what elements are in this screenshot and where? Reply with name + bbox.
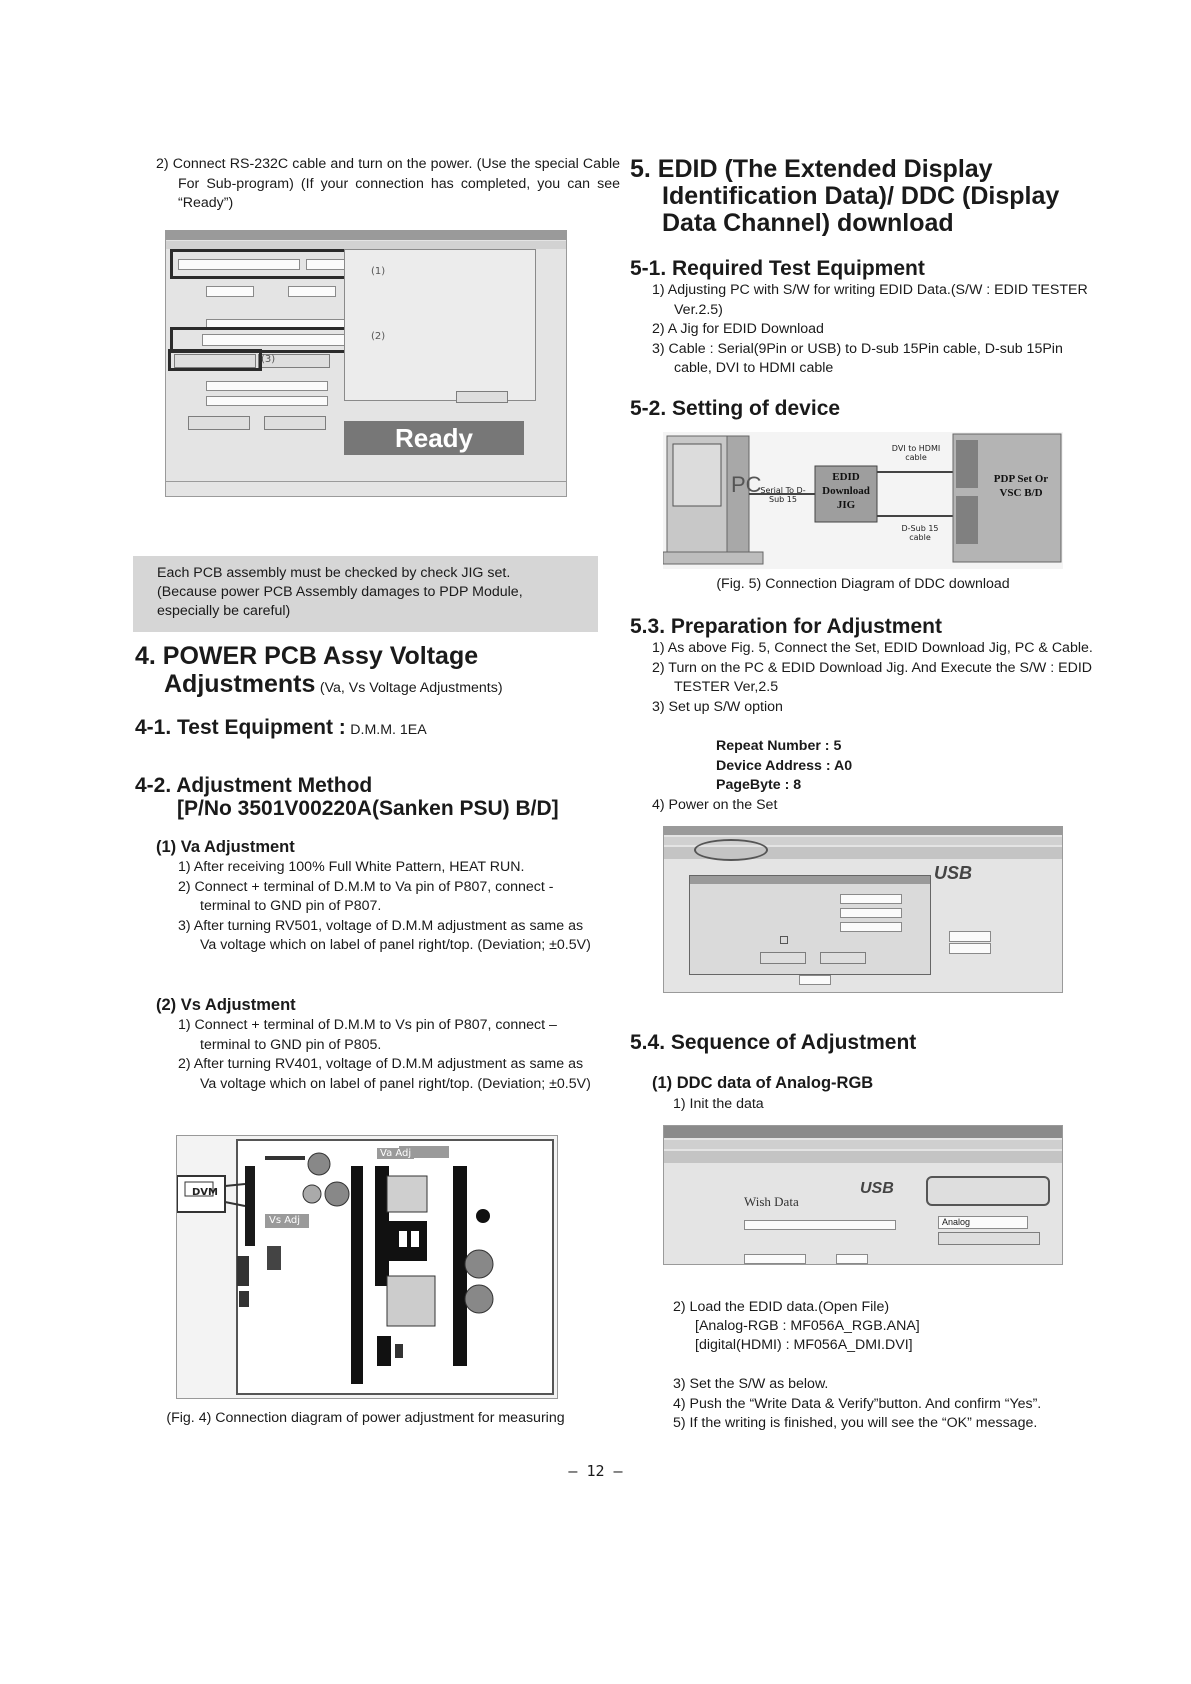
option-repeat-number: Repeat Number : 5 [716,738,842,754]
title-bar [664,1126,1062,1138]
init-data-screenshot [663,1125,1063,1265]
serial-cable-label: Serial To D-Sub 15 [760,486,806,504]
pcb-drawing [177,1136,557,1398]
fig-4-caption: (Fig. 4) Connection diagram of power adjustment for measuring [166,1410,565,1426]
equipment-item-1: 1) Adjusting PC with S/W for writing EDID Data.(S/W : EDID TESTER Ver.2.5) [652,282,1088,318]
device-address-field[interactable] [840,908,902,918]
section-5-1-list [652,281,1100,379]
year-field [836,1254,868,1264]
section-5-1-title: 5-1. Required Test Equipment [630,257,925,280]
section-5-3-list [652,639,1100,717]
dvm-label: DVM [192,1187,218,1198]
pdp-set-label: PDP Set Or VSC B/D [993,473,1049,499]
write-data-label: Wish Data [744,1194,799,1209]
edid-jig-label: EDID Download JIG [822,471,870,511]
title-bar [166,231,566,240]
page-byte-field[interactable] [840,922,902,932]
vs-step-1: 1) Connect + terminal of D.M.M to Vs pin of P807, connect – terminal to GND pin of P805. [178,1017,557,1053]
option-field [288,286,336,297]
analog-select[interactable] [938,1216,1028,1229]
stop-button[interactable] [264,416,326,430]
option-field [206,286,254,297]
power-pcb-photo [176,1135,558,1399]
prep-step-3: 3) Set up S/W option [652,698,783,715]
va-step-1: 1) After receiving 100% Full White Pattern, HEAT RUN. [178,859,525,875]
edid-version-field [799,975,831,985]
menu-bar [166,241,566,249]
va-step-2: 2) Connect + terminal of D.M.M to Va pin of P807, connect - terminal to GND pin of P807. [178,878,554,914]
va-adj-label: Va Adj [377,1148,414,1159]
section-4-title-adjustments: Adjustments [164,670,316,698]
section-5-4-title: 5.4. Sequence of Adjustment [630,1031,917,1054]
option-page-byte: PageByte : 8 [716,777,802,793]
callout-label-3: (3) [261,354,276,365]
prep-step-1: 1) As above Fig. 5, Connect the Set, EDID Download Jig, PC & Cable. [652,640,1093,656]
section-4-1-heading: 4-1. Test Equipment : [135,716,346,739]
va-step-3: 3) After turning RV501, voltage of D.M.M adjustment as same as Va voltage which on label of panel right/top. (Deviation; ±0.5V) [178,917,591,953]
ddc-analog-rgb-title: (1) DDC data of Analog-RGB [652,1074,874,1092]
setup-dialog [689,875,931,975]
section-5-title [630,156,1100,237]
dialog-title-bar [690,876,930,884]
start-button[interactable] [188,416,250,430]
sw-option-screenshot [663,826,1063,993]
dialog-cancel-button[interactable] [820,952,866,964]
ddc-steps-rest [673,1375,1113,1434]
option-device-address: Device Address : A0 [716,757,853,774]
write-verify-checkbox[interactable] [780,936,788,944]
vs-adj-label: Vs Adj [269,1215,301,1226]
ddc-file-digital: [digital(HDMI) : MF056A_DMI.DVI] [695,1337,913,1353]
init-button[interactable] [926,1176,1050,1206]
note-line-1: Each PCB assembly must be checked by check JIG set. [157,565,511,581]
step-2-connect-rs232c: 2) Connect RS-232C cable and turn on the power. (Use the special Cable For Sub-program) (If your connection has completed, you can see “Ready”) [156,156,620,211]
section-4-1-title [135,716,427,740]
dsub-cable-label: D-Sub 15 cable [901,524,939,542]
callout-label-1: (1) [371,266,386,277]
va-adjustment-title: (1) Va Adjustment [156,838,295,856]
ddc-step-1: 1) Init the data [673,1096,764,1112]
status-field [949,931,991,942]
callout-box-1 [170,249,360,279]
get-default-data-button[interactable] [938,1232,1040,1245]
ready-screenshot [165,230,567,497]
section-4-1-value: D.M.M. 1EA [350,722,427,738]
vs-step-2: 2) After turning RV401, voltage of D.M.M adjustment as same as Va voltage which on label of panel right/top. (Deviation; ±0.5V) [178,1056,591,1092]
vs-adjustment-list [178,1016,602,1094]
ddc-step-4: 4) Push the “Write Data & Verify”button. And confirm “Yes”. [673,1395,1042,1412]
va-adjustment-list [178,858,602,956]
status-field [949,943,991,954]
ddc-file-analog: [Analog-RGB : MF056A_RGB.ANA] [695,1318,920,1334]
sw-options [716,737,852,796]
model-bar [664,1151,1062,1163]
ddc-step-3: 3) Set the S/W as below. [673,1376,829,1392]
menu-bar [664,1140,1062,1149]
section-4-title-line-1: 4. POWER PCB Assy Voltage [135,642,479,670]
equipment-item-2: 2) A Jig for EDID Download [652,321,824,337]
callout-box-3 [168,349,262,371]
pcb-check-note [133,556,598,632]
section-5-title-line-1: 5. EDID (The Extended Display [630,155,993,183]
usb-logo: USB [934,863,973,883]
section-5-3-title: 5.3. Preparation for Adjustment [630,615,942,638]
section-4-2-title-line-2: [P/No 3501V00220A(Sanken PSU) B/D] [177,797,559,820]
header-field [744,1220,896,1230]
option-menu-highlight [694,839,768,861]
dvi-hdmi-cable-label: DVI to HDMI cable [891,444,941,462]
ddc-step-5: 5) If the writing is finished, you will see the “OK” message. [673,1415,1038,1431]
section-5-2-title: 5-2. Setting of device [630,397,841,420]
ready-status-panel [344,421,524,455]
section-4-title-sub: (Va, Vs Voltage Adjustments) [319,680,503,696]
callout-label-2: (2) [371,331,386,342]
section-4-title-line-2 [164,671,503,698]
ddc-step-2: 2) Load the EDID data.(Open File) [673,1299,890,1315]
dialog-ok-button[interactable] [760,952,806,964]
repeat-number-field[interactable] [840,894,902,904]
prep-step-2: 2) Turn on the PC & EDID Download Jig. And Execute the S/W : EDID TESTER Ver,2.5 [652,659,1093,695]
note-line-2: (Because power PCB Assembly damages to PDP Module, [157,584,523,600]
section-5-title-line-3: Data Channel) download [662,209,954,237]
pc-label: PC [731,472,762,497]
section-5-title-line-2: Identification Data)/ DDC (Display [662,182,1060,210]
ready-status-text: Ready [394,423,474,453]
note-line-3: especially be careful) [157,603,291,619]
page-number: – 12 – [568,1462,623,1480]
title-bar [664,827,1062,835]
usb-logo-2: USB [860,1180,894,1197]
clear-button[interactable] [456,391,508,403]
vs-adjustment-title: (2) Vs Adjustment [156,996,296,1014]
prep-step-4: 4) Power on the Set [652,797,778,813]
section-4-2-title-line-1: 4-2. Adjustment Method [135,774,373,797]
status-bar-divider [166,481,566,482]
ddc-connection-diagram [663,432,1063,569]
equipment-item-3: 3) Cable : Serial(9Pin or USB) to D-sub 15Pin cable, D-sub 15Pin cable, DVI to HDMI cable [652,340,1063,376]
manufacturer-field [744,1254,806,1264]
analog-select-value: Analog [942,1217,971,1227]
address-field [206,381,328,391]
address-field [206,396,328,406]
fig-5-caption: (Fig. 5) Connection Diagram of DDC download [716,576,1010,592]
